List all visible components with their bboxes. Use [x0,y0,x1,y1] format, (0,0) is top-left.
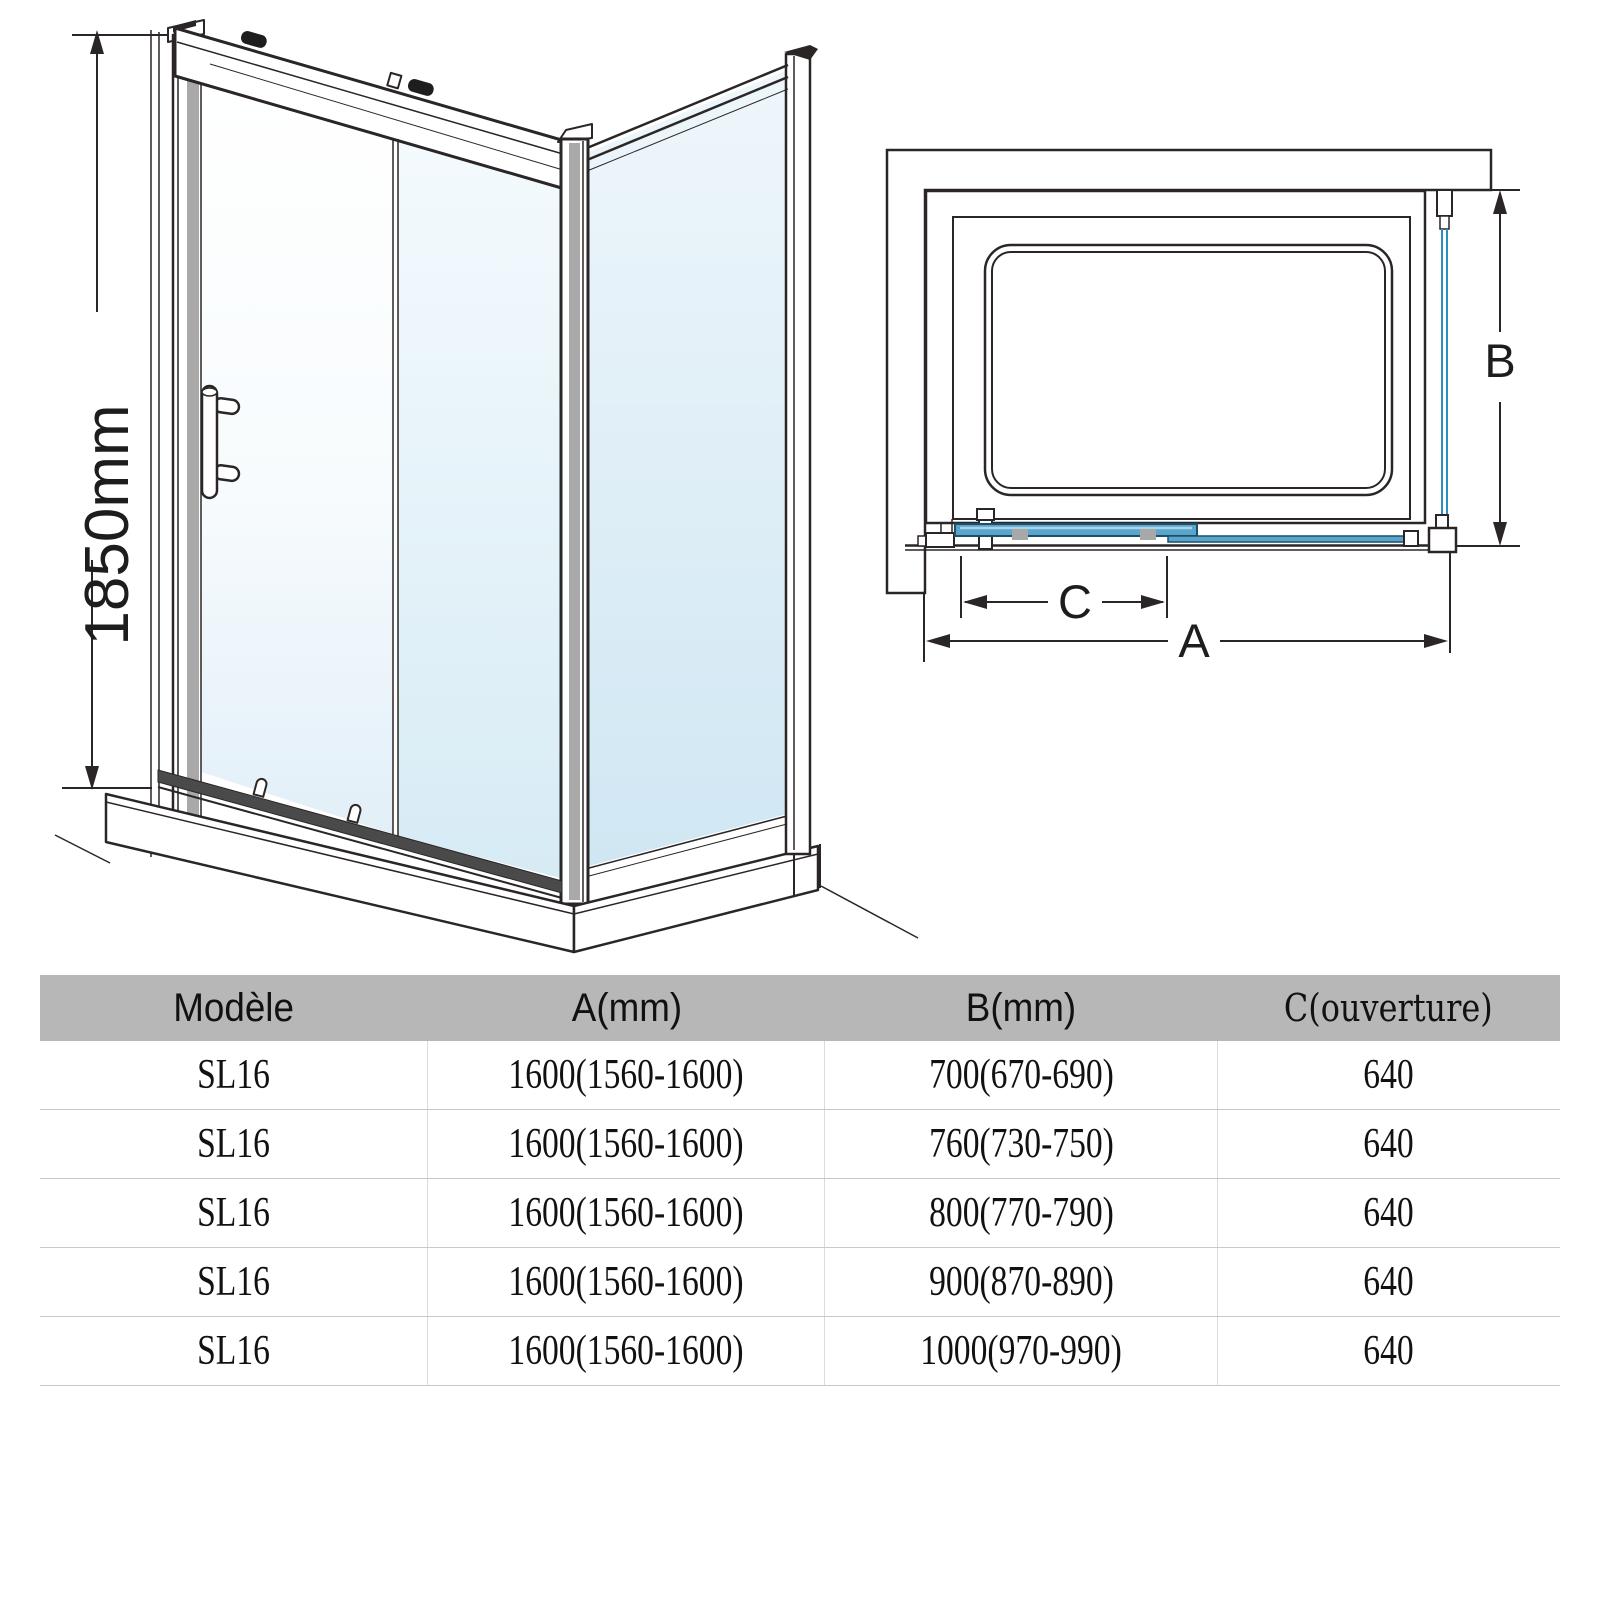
panel-divider [393,138,398,836]
dim-b-label: B [1484,334,1516,387]
side-panel-plan [1429,190,1456,552]
roller-icon [407,78,436,98]
fixed-panel-bar [1168,536,1404,542]
table-row [40,1179,1560,1248]
roller-icon [1140,529,1156,540]
cell-model: SL16 [197,1328,271,1374]
arrow-down-icon [1493,522,1507,546]
plan-view-drawing [887,150,1520,667]
dim-c-label: C [1058,575,1092,628]
cell-b: 700(670-690) [824,1041,1216,1109]
table-row [40,1248,1560,1317]
cell-model: SL16 [197,1052,271,1098]
cell-a: 1600(1560-1600) [427,1179,824,1247]
table-header-row [40,975,1560,1041]
cell-model: SL16 [197,1259,271,1305]
cell-b: 900(870-890) [824,1248,1216,1316]
sliding-door-bar [955,524,1197,536]
wall-profile-left [151,20,204,857]
arrow-right-icon [1141,595,1165,609]
cell-c: 640 [1217,1179,1560,1247]
cell-c: 640 [1217,1110,1560,1178]
sliding-door-glass [201,82,393,834]
table-row [40,1317,1560,1386]
arrow-up-icon [1493,190,1507,214]
side-panel-glass [589,70,787,866]
header-cell-b: B(mm) [965,986,1077,1030]
cell-model: SL16 [197,1190,271,1236]
dim-a-label: A [1178,614,1210,667]
tray-inner [985,245,1392,495]
header-cell-modele: Modèle [173,986,295,1030]
spec-table [40,975,1560,1386]
header-cell-a: A(mm) [571,986,682,1030]
cell-b: 760(730-750) [824,1110,1216,1178]
arrow-left-icon [963,595,987,609]
table-row [40,1041,1560,1110]
roller-icon [240,30,269,50]
cell-c: 640 [1217,1317,1560,1385]
table-row [40,1110,1560,1179]
fixed-panel-glass [398,140,560,878]
cell-model: SL16 [197,1121,271,1167]
roller-icon [1012,529,1028,540]
arrow-left-icon [926,634,950,648]
arrow-down-icon [85,766,99,790]
cell-a: 1600(1560-1600) [427,1248,824,1316]
cell-b: 800(770-790) [824,1179,1216,1247]
corner-post [558,124,592,904]
cell-a: 1600(1560-1600) [427,1110,824,1178]
perspective-view-drawing [55,20,918,952]
cell-c: 640 [1217,1041,1560,1109]
arrow-right-icon [1424,634,1448,648]
cell-c: 640 [1217,1248,1560,1316]
header-cell-c: C(ouverture) [1284,986,1493,1030]
cell-a: 1600(1560-1600) [427,1041,824,1109]
cell-a: 1600(1560-1600) [427,1317,824,1385]
height-dimension-label: 1850mm [73,404,142,646]
arrow-up-icon [90,30,104,54]
rail-clip [387,73,401,89]
cell-b: 1000(970-990) [824,1317,1216,1385]
